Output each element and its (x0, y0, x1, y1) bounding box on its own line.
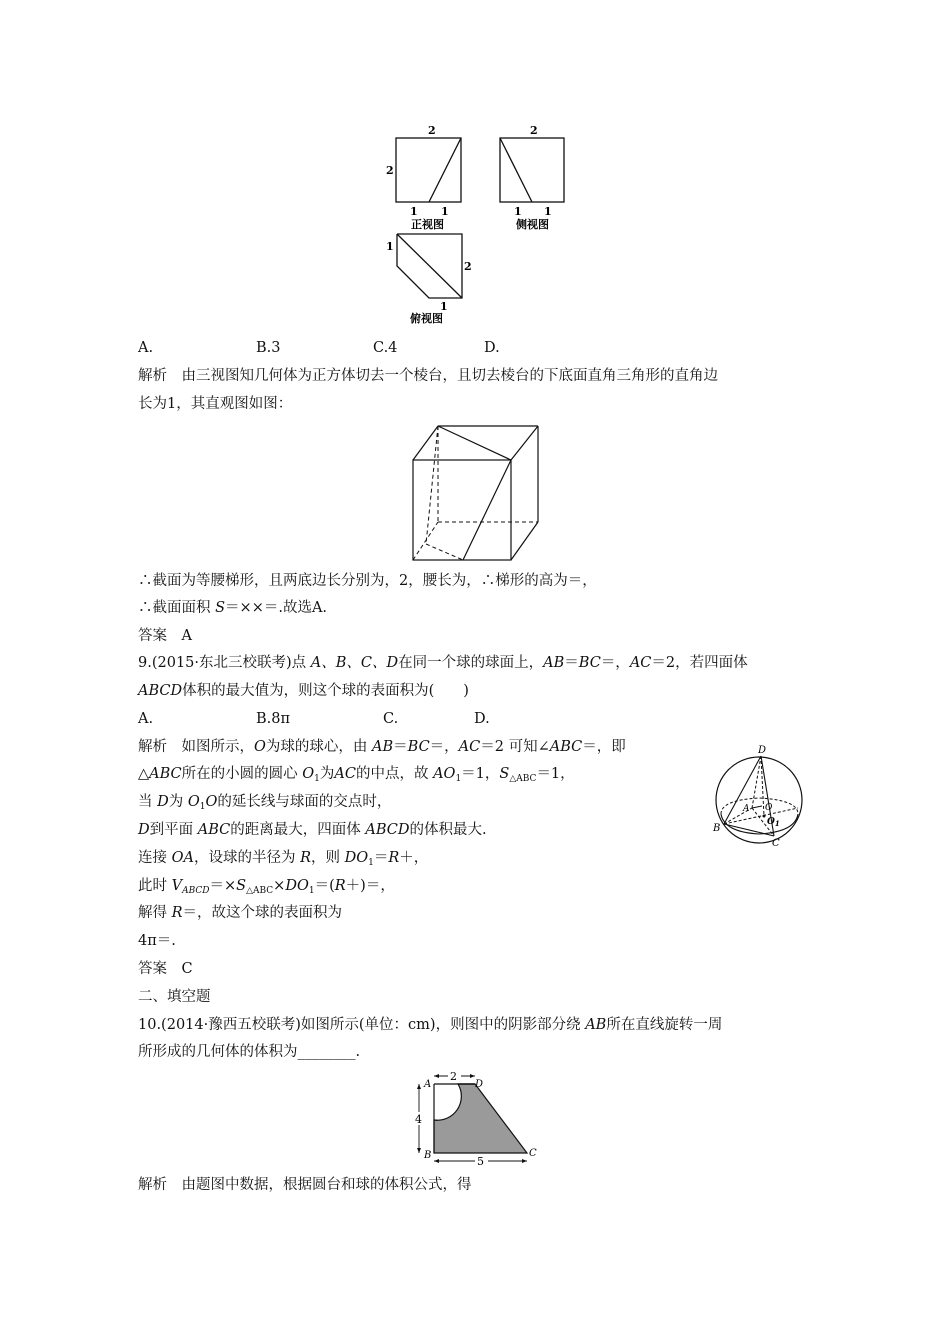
side-view-square (500, 138, 564, 202)
side-view-caption: 侧视图 (516, 218, 549, 231)
front-view-top-label: 2 (428, 124, 436, 137)
sphere-label-c: C (772, 838, 780, 849)
q8-analysis-line1: 解析 由三视图知几何体为正方体切去一个棱台，且切去棱台的下底面直角三角形的直角边 (138, 368, 718, 384)
front-view-caption: 正视图 (411, 218, 444, 231)
q9-answer: 答案 C (138, 961, 193, 977)
top-view-left-label: 1 (386, 240, 394, 253)
section-edge-top (438, 426, 511, 460)
side-view-bottom-label-a: 1 (514, 205, 522, 218)
q9-stem-line2: ABCD体积的最大值为，则这个球的表面积为( ) (138, 683, 469, 699)
section-hidden-edge (426, 426, 438, 544)
section-heading-fill-in: 二、填空题 (138, 989, 211, 1005)
q9-stem-line1: 9.(2015·东北三校联考)点 A、B、C、D在同一个球的球面上，AB＝BC＝，AC＝2，若四面体 (138, 655, 748, 671)
q9-analysis-line8: 4π＝. (138, 933, 176, 949)
q10-analysis: 解析 由题图中数据，根据圆台和球的体积公式，得 (138, 1177, 472, 1193)
q9-analysis-line1: 解析 如图所示，O为球的球心，由 AB＝BC＝，AC＝2 可知∠ABC＝，即 (138, 739, 626, 755)
cube-figure (408, 420, 550, 565)
section-edge-front (463, 460, 511, 560)
q8-answer: 答案 A (138, 628, 192, 644)
side-view-diagonal (500, 138, 532, 202)
q8-analysis-label: 解析 (138, 368, 167, 384)
q10-figure (404, 1068, 549, 1170)
q10-label-a: A (424, 1079, 432, 1090)
front-view-bottom-label-b: 1 (441, 205, 449, 218)
sphere-figure (710, 738, 810, 853)
q9-option-d: D. (474, 711, 490, 727)
sphere-label-b: B (713, 823, 721, 834)
q8-option-a: A. (138, 340, 154, 356)
side-view-bottom-label-b: 1 (544, 205, 552, 218)
q8-option-d: D. (484, 340, 500, 356)
q8-option-b: B.3 (256, 340, 281, 356)
front-view-bottom-label-a: 1 (410, 205, 418, 218)
side-view-top-label: 2 (530, 124, 538, 137)
q10-label-b: B (424, 1150, 432, 1161)
shaded-region (434, 1084, 527, 1153)
front-view-left-label: 2 (386, 164, 394, 177)
q10-stem-line1: 10.(2014·豫西五校联考)如图所示(单位：cm)，则图中的阴影部分绕 AB所在直线旋转一周 (138, 1017, 723, 1033)
q8-analysis-line2: 长为1，其直观图如图： (138, 396, 293, 412)
top-view-diagonal (397, 234, 462, 298)
q10-analysis-label: 解析 (138, 1177, 167, 1193)
q9-analysis-line4: D到平面 ABC的距离最大，四面体 ABCD的体积最大. (138, 822, 487, 838)
q8-option-c: C.4 (373, 340, 398, 356)
q9-analysis-line3: 当 D为 $O_1O$的延长线与球面的交点时， (138, 794, 392, 812)
front-view-diagonal (429, 138, 461, 202)
front-view-square (396, 138, 461, 202)
sphere-label-o1: $O_1$ (767, 817, 780, 828)
q8-line4: ∴截面面积 S＝××＝.故选A. (138, 600, 328, 616)
q10-dim-left: 4 (415, 1113, 422, 1126)
q9-option-c: C. (383, 711, 399, 727)
q9-option-b: B.8π (256, 711, 291, 727)
q10-label-d: D (475, 1079, 484, 1090)
q10-dim-bottom: 5 (477, 1155, 484, 1168)
sphere-label-o: O (765, 803, 773, 813)
q9-analysis-line5: 连接 OA，设球的半径为 R，则 $DO_1=R+$， (138, 850, 429, 868)
q9-analysis-line2: △ABC所在的小圆的圆心 $O_1$为AC的中点，故 $AO_1=1$，$S_{\triangle ABC}=1$， (138, 766, 575, 784)
sphere-label-d: D (758, 745, 767, 756)
top-view-bottom-label: 1 (440, 300, 448, 313)
three-view-figure (360, 118, 600, 333)
q10-label-c: C (529, 1148, 537, 1159)
q9-analysis-label: 解析 (138, 739, 167, 755)
q9-analysis-line7: 解得 R＝，故这个球的表面积为 (138, 905, 343, 921)
q10-dim-top: 2 (450, 1070, 457, 1083)
sphere-label-a: A (743, 804, 750, 814)
top-view-right-label: 2 (464, 260, 472, 273)
q9-analysis-line6: 此时 $V_{ABCD}=\times S_{\triangle ABC}\times DO_1=(R+)=$， (138, 878, 395, 896)
q10-stem-line2: 所形成的几何体的体积为________. (138, 1044, 361, 1060)
q9-option-a: A. (138, 711, 154, 727)
sphere-outline (716, 757, 802, 843)
q8-line3: ∴截面为等腰梯形，且两底边长分别为，2，腰长为，∴梯形的高为＝， (138, 573, 597, 589)
top-view-caption: 俯视图 (410, 312, 443, 325)
